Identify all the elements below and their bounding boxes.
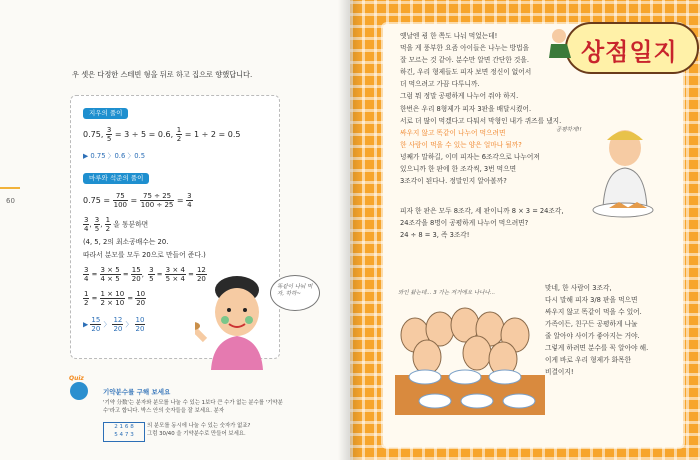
solution2-line4: 따라서 분모를 모두 20으로 만들어 준다.) — [83, 251, 206, 259]
solution1-result: ▶ 0.75 〉0.6 〉0.5 — [83, 152, 146, 160]
paragraph3-line: 피자 한 판은 모두 8조각, 세 판이니까 8 × 3 = 24조각, — [400, 207, 564, 215]
quiz-text: '기약 分数'는 분자와 분모를 나눌 수 있는 1보다 큰 수가 없는 분수를 '기약분수'라고 합니다. 박스 안의 숫자들을 잘 보세요. 분자 — [103, 400, 283, 414]
pizza-plates-illustration — [405, 365, 545, 415]
paragraph1-line: 옛날엔 굉 한 쪽도 나눠 먹었는데! — [400, 32, 498, 40]
quiz-title: 기약분수를 구해 보세요 — [103, 388, 171, 396]
paragraph4-line: 가족이든, 친구든 공평하게 나눌 — [545, 320, 638, 328]
paragraph2-line: 서로 더 많이 먹겠다고 다퉈서 막형인 내가 퀴즈를 냈지. — [400, 117, 562, 125]
intro-sentence: 우 셋은 다정한 스테빈 형을 뒤로 하고 집으로 향했답니다. — [72, 70, 253, 79]
paragraph4-line: 비결이지! — [545, 368, 574, 376]
quiz-number-box: 2 1 6 8 5 4 7 3 — [103, 422, 145, 442]
paragraph4-line: 줄 알아야 사이가 좋아지는 거야. — [545, 332, 640, 340]
quiz-icon — [70, 382, 88, 400]
paragraph2-line: 3조각이 된다나. 정말인지 알아볼까? — [400, 177, 507, 185]
quiz-label: Quiz — [69, 375, 84, 382]
paragraph1-line: 잘 모르는 것 같아. 분수만 알면 간단한 것을. — [400, 56, 529, 64]
flying-character-icon — [545, 26, 575, 60]
paragraph4-line: 이게 바로 우리 형제가 화목한 — [545, 356, 632, 364]
chef-speech: 공평하게!! — [556, 127, 582, 133]
solution2-line6: $\frac{1}{2}$ = $\frac{1 \times 10}{2 \times 10}$ = $\frac{10}{20}$ — [84, 290, 146, 307]
solution2-line5: $\frac{3}{4}$ = $\frac{3 \times 5}{4 \times 5}$ = $\frac{15}{20}$ , $\frac{3}{5}$ = $\frac{3 \times 4}{5 \times 4}$ = $\frac{12}{20}$ — [84, 266, 206, 283]
paragraph-3 — [400, 205, 563, 241]
paragraph1-line: 하긴, 우리 형제들도 피자 보면 정신이 없어서 — [400, 68, 532, 76]
paragraph2-line: 녕째가 말하길, 이미 피자는 6조각으로 나누어져 — [400, 153, 540, 161]
paragraph-1 — [400, 30, 531, 102]
paragraph4-line: 그렇게 하려면 분수를 꼭 알아야 해. — [545, 344, 649, 352]
page-title: 상점일지 — [581, 38, 678, 66]
solution1-line: 0.75, $\frac{3}{5}$ = 3 ÷ 5 = 0.6, $\frac{1}{2}$ = 1 ÷ 2 = 0.5 — [83, 126, 241, 143]
quiz-text-2: 의 분모를 동시에 나눌 수 있는 숫자가 없죠? 그럼 30/40 을 기약분수로 만들어 보세요. — [147, 423, 251, 437]
chef-illustration — [575, 118, 675, 218]
paragraph4-line: 다시 말해 피자 3/8 판을 먹으면 — [545, 296, 638, 304]
paragraph3-line: 24조각을 8명이 공평하게 나누어 먹으려면? — [400, 219, 529, 227]
paragraph-2 — [400, 103, 561, 187]
solution1-tag: 지우의 풀이 — [83, 108, 128, 119]
solution2-line3: (4, 5, 2의 최소공배수는 20. — [83, 238, 169, 246]
crowd-speech: 와인 왔는데... 3 가는 저거에요 나나나... — [398, 290, 496, 296]
paragraph3-line: 24 ÷ 8 = 3, 즉 3조각! — [400, 231, 470, 239]
speech-bubble: 똑같이 나눠 먹자, 하하~ — [270, 275, 320, 311]
paragraph-4 — [545, 282, 648, 378]
title-badge — [545, 16, 695, 76]
paragraph4-line: 싸우지 않고 똑같이 먹을 수 있어. — [545, 308, 642, 316]
paragraph1-line: 먹을 게 풍부한 요즘 아이들은 나누는 방법을 — [400, 44, 530, 52]
book-gutter — [338, 0, 362, 460]
page-marker — [0, 187, 20, 189]
paragraph2-line: 한번은 우리 8형제가 피자 3판을 배달시켰어. — [400, 105, 532, 113]
paragraph1-line: 더 먹으려고 가끔 다투니까. — [400, 80, 480, 88]
paragraph2-line: 싸우지 않고 똑같이 나누어 먹으려면 — [400, 129, 506, 137]
paragraph2-line: 있으니까 한 판에 한 조각씩, 3번 먹으면 — [400, 165, 517, 173]
solution2-line2: $\frac{3}{4}$ , $\frac{3}{5}$ , $\frac{1}{2}$ 을 통분하면 — [84, 216, 149, 233]
solution2-result: ▶ $\frac{15}{20}$ 〉 $\frac{12}{20}$ 〉 $\frac{10}{20}$ — [83, 316, 145, 333]
page-number: 60 — [6, 197, 15, 205]
solution2-line1: 0.75 = $\frac{75}{100}$ = $\frac{75 \div 25}{100 \div 25}$ = $\frac{3}{4}$ — [83, 192, 192, 209]
paragraph4-line: 맞네, 한 사람이 3조각, — [545, 284, 612, 292]
paragraph1-line: 그럼 뭐 정말 공평하게 나누어 줘야 하지. — [400, 92, 519, 100]
solution2-tag: 마루와 석준의 풀이 — [83, 173, 149, 184]
paragraph2-line: 한 사람이 먹을 수 있는 양은 얼마나 될까? — [400, 141, 522, 149]
